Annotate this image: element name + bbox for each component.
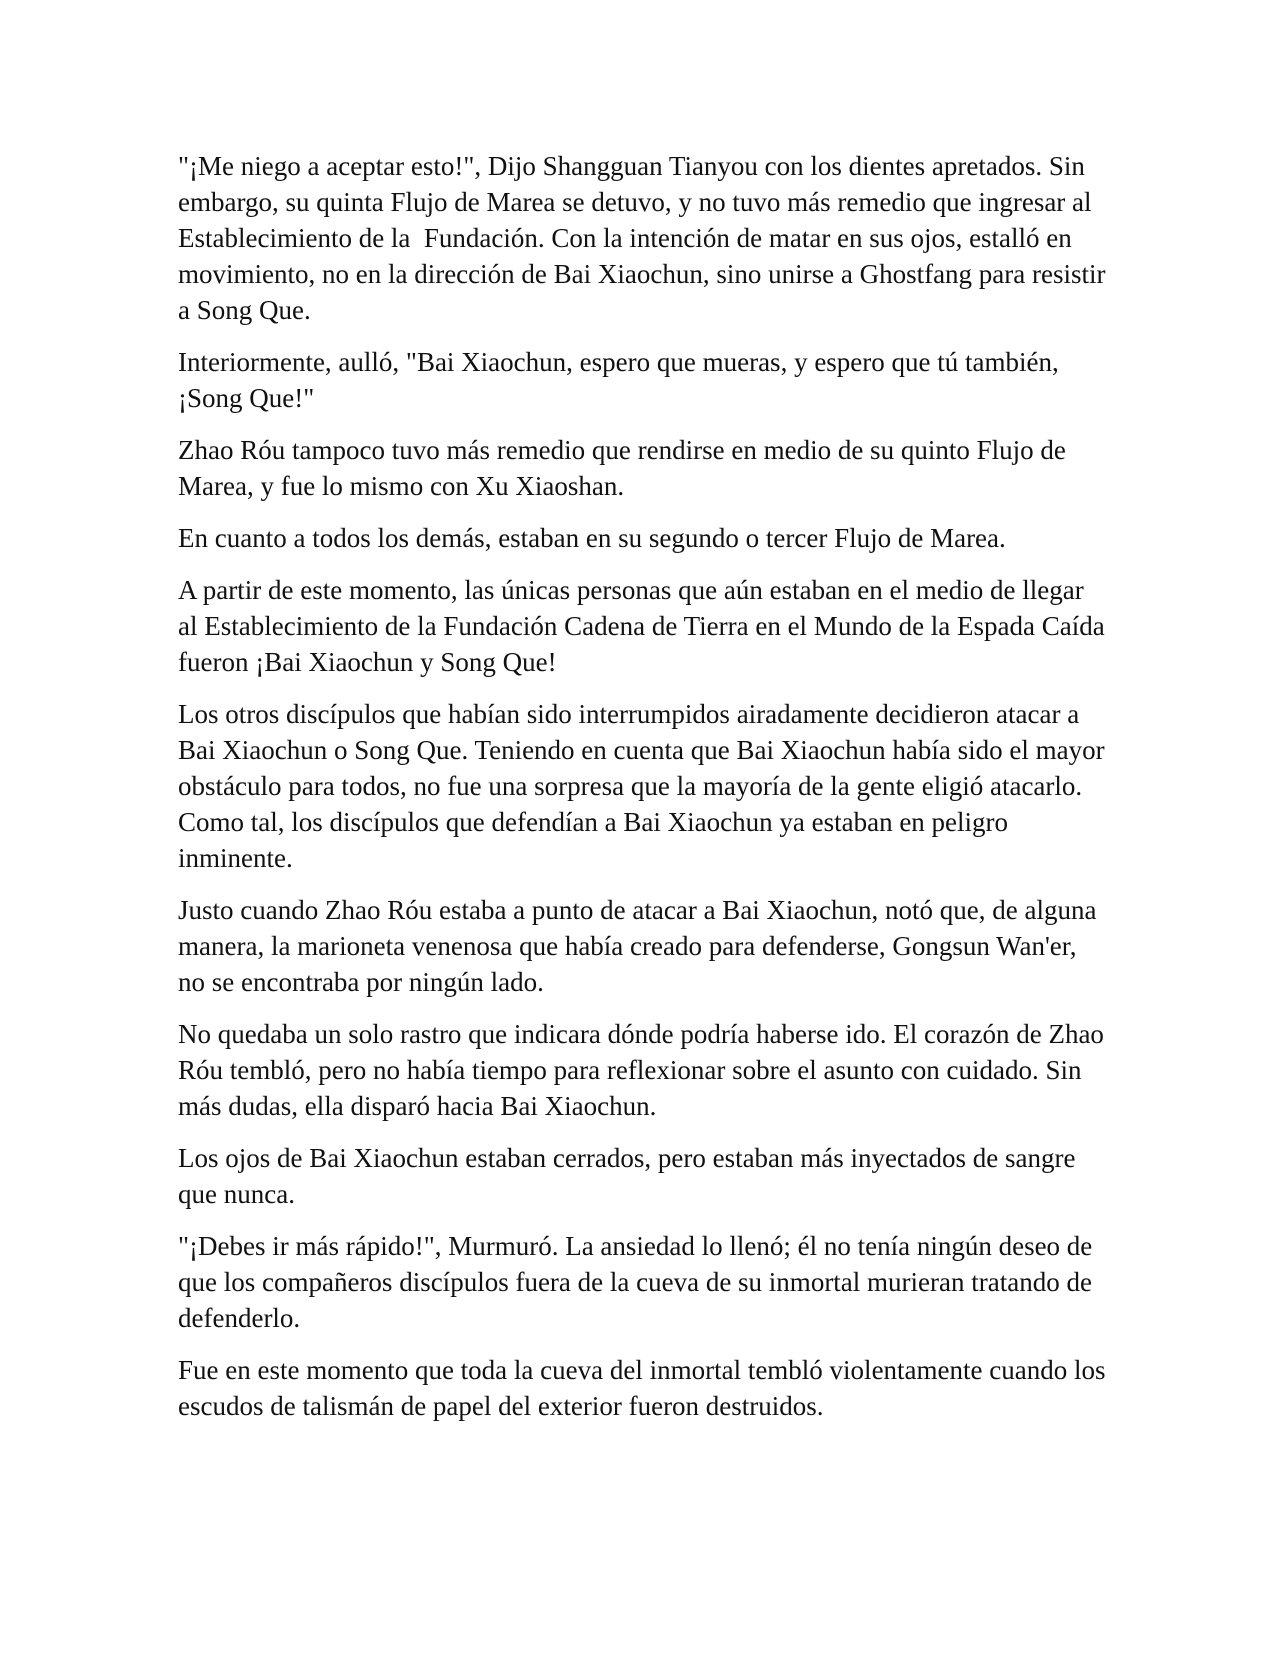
paragraph-7: Justo cuando Zhao Róu estaba a punto de atacar a Bai Xiaochun, notó que, de alguna manera, la marioneta venenosa que había creado para defenderse, Gongsun Wan'er, no se encontraba por ningún lado. [178, 895, 1104, 997]
paragraph-4: En cuanto a todos los demás, estaban en su segundo o tercer Flujo de Marea. [178, 523, 1006, 553]
document-page [178, 148, 1113, 1440]
paragraph-2: Interiormente, aulló, "Bai Xiaochun, espero que mueras, y espero que tú también, ¡Song Que!" [178, 347, 1066, 413]
paragraph-5: A partir de este momento, las únicas personas que aún estaban en el medio de llegar al Establecimiento de la Fundación Cadena de Tierra en el Mundo de la Espada Caída fueron ¡Bai Xiaochun y Song Que! [178, 575, 1112, 677]
paragraph-9: Los ojos de Bai Xiaochun estaban cerrados, pero estaban más inyectados de sangre que nunca. [178, 1143, 1083, 1209]
paragraph-10: "¡Debes ir más rápido!", Murmuró. La ansiedad lo llenó; él no tenía ningún deseo de que los compañeros discípulos fuera de la cueva de su inmortal murieran tratando de defenderlo. [178, 1231, 1100, 1333]
paragraph-1: "¡Me niego a aceptar esto!", Dijo Shangguan Tianyou con los dientes apretados. Sin embargo, su quinta Flujo de Marea se detuvo, y no tuvo más remedio que ingresar al Establecimiento de la Fundación. Con la intención de matar en sus ojos, estalló en movimiento, no en la dirección de Bai Xiaochun, sino unirse a Ghostfang para resistir a Song Que. [178, 151, 1113, 325]
paragraph-11: Fue en este momento que toda la cueva del inmortal tembló violentamente cuando los escudos de talismán de papel del exterior fueron destruidos. [178, 1355, 1113, 1421]
paragraph-3: Zhao Róu tampoco tuvo más remedio que rendirse en medio de su quinto Flujo de Marea, y fue lo mismo con Xu Xiaoshan. [178, 435, 1073, 501]
paragraph-6: Los otros discípulos que habían sido interrumpidos airadamente decidieron atacar a Bai Xiaochun o Song Que. Teniendo en cuenta que Bai Xiaochun había sido el mayor obstáculo para todos, no fue una sorpresa que la mayoría de la gente eligió atacarlo. Como tal, los discípulos que defendían a Bai Xiaochun ya estaban en peligro inminente. [178, 699, 1112, 873]
paragraph-8: No quedaba un solo rastro que indicara dónde podría haberse ido. El corazón de Zhao Róu tembló, pero no había tiempo para reflexionar sobre el asunto con cuidado. Sin más dudas, ella disparó hacia Bai Xiaochun. [178, 1019, 1111, 1121]
